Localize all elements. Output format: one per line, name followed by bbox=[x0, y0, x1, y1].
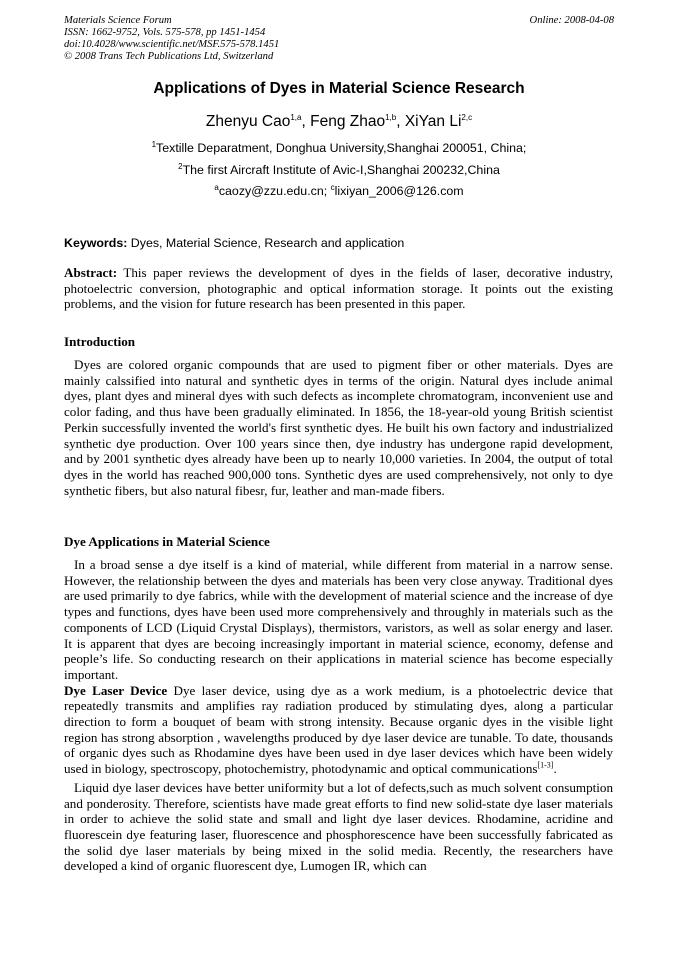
intro-paragraph bbox=[64, 357, 613, 498]
affiliation-2 bbox=[0, 163, 678, 177]
keywords bbox=[64, 236, 613, 252]
online-date: Online: 2008-04-08 bbox=[529, 15, 614, 26]
keywords-label: Keywords: bbox=[64, 236, 128, 250]
aff-sup: 1 bbox=[151, 139, 157, 149]
section2-body bbox=[64, 557, 613, 874]
intro-heading: Introduction bbox=[64, 334, 136, 349]
issn: ISSN: 1662-9752, Vols. 575-578, pp 1451-1454 bbox=[64, 27, 266, 38]
journal-header bbox=[64, 15, 279, 63]
dye-laser-label: Dye Laser Device bbox=[64, 682, 168, 698]
author: Feng Zhao bbox=[310, 113, 386, 130]
doi: doi:10.4028/www.scientific.net/MSF.575-578.1451 bbox=[64, 39, 280, 50]
journal-name: Materials Science Forum bbox=[64, 15, 172, 26]
paper-title: Applications of Dyes in Material Science Research bbox=[153, 80, 525, 97]
citation: [1-3] bbox=[537, 760, 554, 770]
email-c: lixiyan_2006@126.com bbox=[334, 184, 464, 198]
keywords-text: Dyes, Material Science, Research and application bbox=[127, 236, 405, 250]
author: Zhenyu Cao bbox=[205, 113, 291, 130]
authors: Zhenyu Cao$^{1,a}$, Feng Zhao$^{1,b}$, XiYan Li$^{2,c}$ bbox=[205, 112, 473, 130]
author-sup: 1,a bbox=[290, 112, 302, 122]
email-sup: c bbox=[330, 182, 335, 192]
email-sup: a bbox=[214, 182, 219, 192]
dye-laser-text: Dye laser device, using dye as a work medium, is a photoelectric device that repeatedly transmits and amplifies ray radiation produced by stimulating dyes, along a particular direction to form a bouquet of beam with strong intensity. Because organic dyes in the visible light region has strong absorption , wavelengths produced by dye laser device are tunable. To date, thousands of organic dyes such as Rhodamine dyes have been used in dye laser devices which have been widely used in biology, spectroscopy, photochemistry, photodynamic and optical communications bbox=[64, 682, 613, 777]
abstract bbox=[64, 265, 613, 312]
copyright: © 2008 Trans Tech Publications Ltd, Switzerland bbox=[64, 51, 274, 62]
section2-paragraph-3: Liquid dye laser devices have better uniformity but a lot of defects,such as much solvent consumption and ponderosity. Therefore, scientists have made great efforts to find new solid-state dye laser materials in order to achieve the solid state and small and light dye laser devices. Rhodamine, acridine and fluorescein dye featuring laser, fluorescence and phosphorescence have been successfully fabricated as the solid dye laser materials by being mixed in the solid media. Recently, the researchers have developed a kind of organic fluorescent dye, Lumogen IR, which can bbox=[64, 779, 613, 874]
aff-text: The first Aircraft Institute of Avic-I,Shanghai 200232,China bbox=[182, 163, 500, 177]
email-a: caozy@zzu.edu.cn; bbox=[218, 184, 331, 198]
author-sup: 2,c bbox=[461, 112, 473, 122]
affiliation-1 bbox=[0, 141, 678, 155]
aff-text: Textille Deparatment, Donghua University,Shanghai 200051, China; bbox=[156, 141, 527, 155]
period: . bbox=[553, 761, 557, 777]
abstract-text: This paper reviews the development of dyes in the fields of laser, decorative industry, photoelectric conversion, photographic and optical information storage. It points out the existing problems, and the vision for future research has been presented in this paper. bbox=[64, 265, 613, 312]
section2-heading: Dye Applications in Material Science bbox=[64, 534, 270, 549]
intro-text: Dyes are colored organic compounds that are used to pigment fiber or other materials. Dyes are mainly calssified into natural and synthetic dyes in terms of the origin. Natural dyes include animal dyes, plant dyes and mineral dyes with such defects as incomplete chromatogram, inconvenient use and color fading, and thus have been gradually eliminated. In 1856, the 18-year-old young British scientist Perkin successfully invented the world's first synthetic dyes. He built his own factory and industrialized synthetic dye production. Over 100 years since then, dye industry has undergone rapid development, and by 2001 synthetic dyes already have been up to nearly 10,000 varieties. In 2004, the output of total dyes in the world has reached 900,000 tons. Synthetic dyes are used comprehensively, not only to dye synthetic fibers, but also natural fibesr, fur, leather and man-made fibers. bbox=[64, 357, 613, 498]
section2-paragraph-1: In a broad sense a dye itself is a kind of material, while different from material in a narrow sense. However, the relationship between the dyes and materials has been very close anyway. Traditional dyes are used primarily to dye fabrics, while with the development of material science and the increase of dye types and functions, dyes have been used more comprehensively and throughly in materials such as the components of LCD (Liquid Crystal Displays), thermistors, varistors, as well as solar energy and laser. It is apparent that dyes are becoing increasingly important in material science, economy, defense and people’s life. So conducting research on their applications in material science has become especially important. bbox=[64, 557, 613, 682]
abstract-label: Abstract: bbox=[64, 265, 118, 280]
emails bbox=[0, 184, 678, 198]
aff-sup: 2 bbox=[178, 161, 183, 171]
author: XiYan Li bbox=[404, 113, 462, 130]
dye-laser-paragraph bbox=[64, 683, 613, 777]
author-sup: 1,b bbox=[385, 112, 397, 122]
